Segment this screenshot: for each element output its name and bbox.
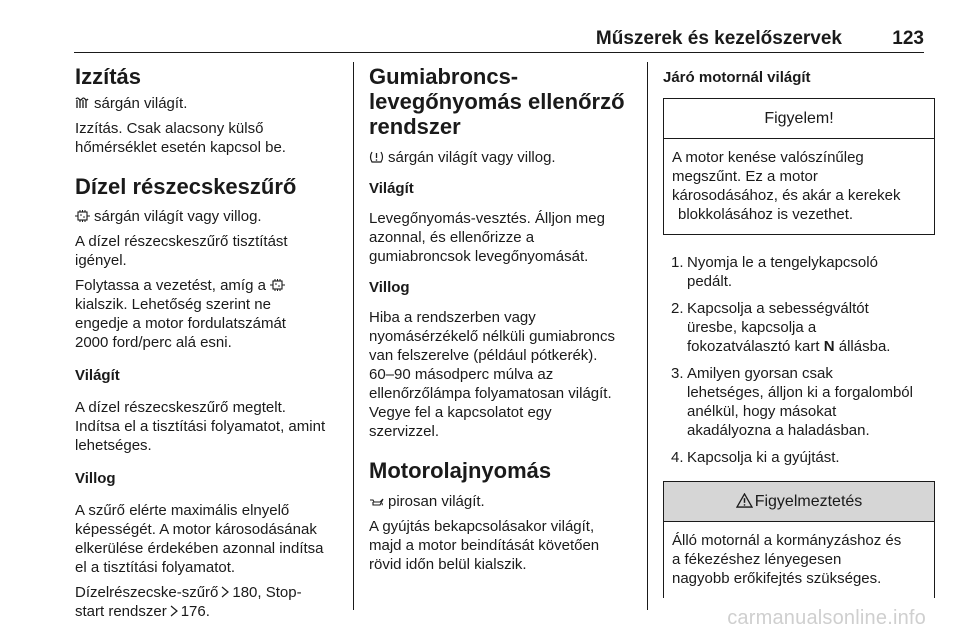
text-line: igényel. [75,252,127,269]
subheading-flashing: Villog [369,279,410,296]
text-span: fokozatválasztó kart [687,338,824,355]
tpms-flashing-paragraph [369,308,639,441]
procedure-steps [663,253,933,467]
oil-status-line [369,492,639,511]
step-number: 2. [671,300,684,317]
text-line: rövid időn belül kialszik. [369,556,527,573]
page-reference-arrow-icon[interactable] [170,605,178,617]
text-line: Amilyen gyorsan csak [687,365,833,382]
column-2 [369,64,639,574]
text-line: Indítsa el a tisztítási folyamatot, amint [75,418,326,435]
section-title-glow: Izzítás [75,64,142,89]
list-item [663,364,933,440]
page-reference-link[interactable]: 176. [180,603,210,620]
glow-plug-icon [75,96,90,110]
notice-body [664,139,934,234]
text-line: szervizzel. [369,423,440,440]
text-line: 2000 ford/perc alá esni. [75,334,232,351]
text-line: Álló motornál a kormányzáshoz és [672,532,902,549]
list-item [663,299,933,356]
diesel-particulate-filter-icon [75,209,90,223]
text-line: anélkül, hogy másokat [687,403,837,420]
text-line: károsodásához, és akár a kerekek [672,187,901,204]
text-line: van felszerelve (például pótkerék). [369,347,598,364]
warning-body [664,522,934,598]
tpms-lit-paragraph [369,209,639,266]
column-1 [75,64,345,621]
text-line: gumiabroncsok levegőnyomását. [369,248,589,265]
text-line: Izzítás. Csak alacsony külső [75,120,264,137]
oil-status-text: pirosan világít. [388,493,485,510]
text-line: ellenőrzőlámpa folyamatosan világít. [369,385,612,402]
dpf-paragraph-3 [75,276,345,352]
title-line: rendszer [369,114,461,139]
subheading-lit: Világít [369,180,414,197]
glow-status-text: sárgán világít. [94,95,188,112]
dpf-status-text: sárgán világít vagy villog. [94,208,262,225]
text-line: lehetséges, álljon ki a forgalomból [687,384,913,401]
text-span: Dízelrészecske-szűrő [75,584,219,601]
text-line: 60–90 másodperc múlva az [369,366,554,383]
list-item [663,448,933,467]
text-line [75,583,345,602]
text-line: A motor kenése valószínűleg [672,149,864,166]
text-line: akadályozna a haladásban. [687,422,870,439]
text-line: nagyobb erőkifejtés szükséges. [672,570,882,587]
section-title-oil-pressure: Motorolajnyomás [369,458,552,483]
text-line [75,602,345,621]
text-line: Kapcsolja ki a gyújtást. [687,449,840,466]
subheading-flashing: Villog [75,470,116,487]
oil-paragraph [369,517,639,574]
notice-heading: Figyelem! [664,99,934,139]
text-line: kialszik. Lehetőség szerint ne [75,296,271,313]
dpf-paragraph-2 [75,232,345,270]
text-line: A szűrő elérte maximális elnyelő [75,502,290,519]
warning-box [663,481,935,598]
page-reference-arrow-icon[interactable] [221,586,229,598]
cross-reference-paragraph [75,583,345,621]
text-span: Folytassa a vezetést, amíg a [75,277,266,294]
text-line [75,276,345,295]
header-title: Műszerek és kezelőszervek [595,28,842,49]
section-title-tpms [369,64,639,139]
text-span: állásba. [834,338,891,355]
text-line: A dízel részecskeszűrő megtelt. [75,399,286,416]
text-line: elkerülése érdekében azonnal indítsa [75,540,324,557]
warning-triangle-icon [736,493,753,508]
flashing-paragraph [75,501,345,577]
text-line: A dízel részecskeszűrő tisztítást [75,233,288,250]
text-line: majd a motor beindítását követően [369,537,600,554]
text-line: lehetséges. [75,437,152,454]
title-line: levegőnyomás ellenőrző [369,89,625,114]
column-divider-1 [353,62,354,610]
lit-paragraph [75,398,345,455]
page-header [0,28,960,52]
text-line: engedje a motor fordulatszámát [75,315,286,332]
text-line: Nyomja le a tengelykapcsoló [687,254,878,271]
text-line: azonnal, és ellenőrizze a [369,229,535,246]
notice-box [663,98,935,235]
text-line: Kapcsolja a sebességváltót [687,300,869,317]
text-line: el a tisztítási folyamatot. [75,559,236,576]
text-line: Hiba a rendszerben vagy [369,309,536,326]
column-divider-2 [647,62,648,610]
text-line: megszűnt. Ez a motor [672,168,818,185]
tpms-status-line [369,148,639,167]
text-line: nyomásérzékelő nélküli gumiabroncs [369,328,615,345]
step-number: 1. [671,254,684,271]
watermark: carmanualsonline.info [727,607,926,629]
oil-pressure-icon [369,494,384,508]
gear-position-label: N [823,338,835,355]
dpf-status-line [75,207,345,226]
text-line: hőmérséklet esetén kapcsol be. [75,139,286,156]
page-number: 123 [892,28,924,49]
text-line: A gyújtás bekapcsolásakor világít, [369,518,595,535]
title-line: Gumiabroncs- [369,64,519,89]
text-line: Levegőnyomás-vesztés. Álljon meg [369,210,605,227]
page-reference-link[interactable]: 180, Stop- [232,584,302,601]
column-3 [663,64,933,598]
subheading-lit: Világít [75,367,120,384]
list-item [663,253,933,291]
text-line [687,337,933,356]
text-line: blokkolásához is vezethet. [678,206,854,223]
text-line: képességét. A motor károsodásának [75,521,317,538]
subheading-engine-running: Járó motornál világít [663,69,811,86]
glow-description [75,119,345,157]
section-title-dpf: Dízel részecskeszűrő [75,174,297,199]
text-line: Vegye fel a kapcsolatot egy [369,404,552,421]
text-line: pedált. [687,273,733,290]
warning-heading-text: Figyelmeztetés [754,493,863,510]
step-number: 3. [671,365,684,382]
text-line: üresbe, kapcsolja a [687,319,817,336]
header-divider [74,52,924,53]
warning-heading [664,482,934,522]
tpms-status-text: sárgán világít vagy villog. [388,149,556,166]
step-number: 4. [671,449,684,466]
glow-status-line [75,94,345,113]
tire-pressure-icon [369,150,384,164]
diesel-particulate-filter-icon [270,278,285,292]
text-span: start rendszer [75,603,167,620]
text-line: a fékezéshez lényegesen [672,551,842,568]
